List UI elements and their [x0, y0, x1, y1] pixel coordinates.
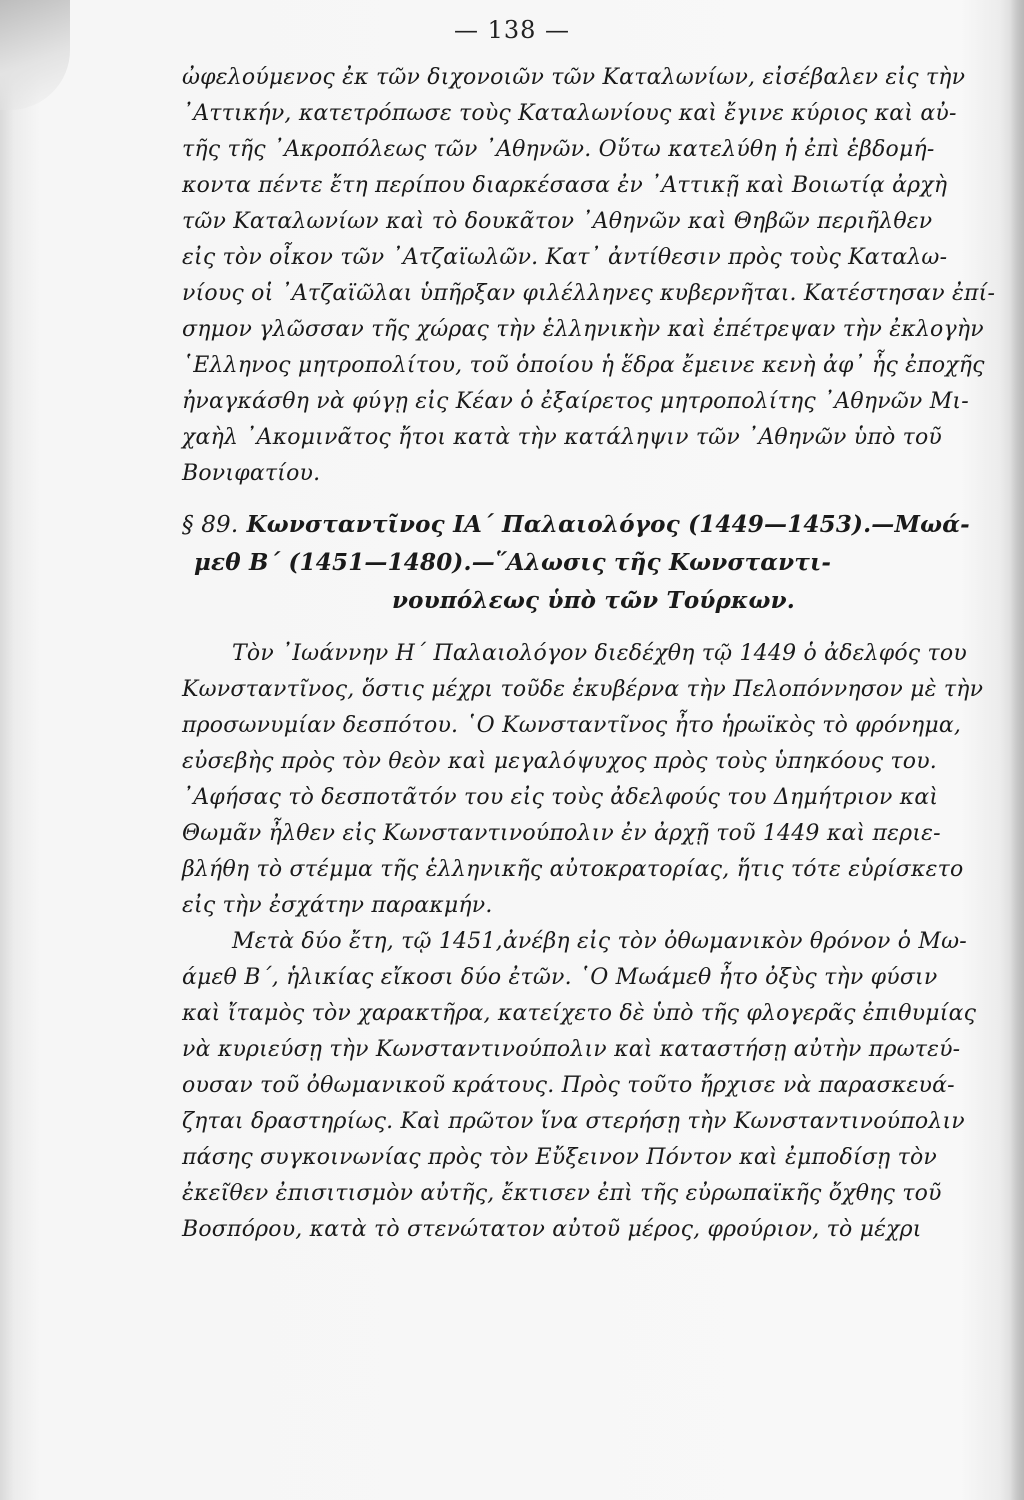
- text-line: τῆς τῆς ᾿Ακροπόλεως τῶν ᾿Αθηνῶν. Οὕτω κατελύθη ἡ ἐπὶ ἑβδομή-: [182, 137, 935, 162]
- text-line: Βονιφατίου.: [182, 461, 321, 486]
- text-line: εἰς τὴν ἐσχάτην παρακμήν.: [182, 893, 493, 918]
- text-line: ζηται δραστηρίως. Καὶ πρῶτον ἵνα στερήσῃ τὴν Κωνσταντινούπολιν: [182, 1109, 965, 1134]
- text-line: ουσαν τοῦ ὀθωμανικοῦ κράτους. Πρὸς τοῦτο ἤρχισε νὰ παρασκευά-: [182, 1073, 955, 1098]
- text-line: πάσης συγκοινωνίας πρὸς τὸν Εὔξεινον Πόντον καὶ ἐμποδίσῃ τὸν: [182, 1145, 938, 1170]
- text-line: ἐκεῖθεν ἐπισιτισμὸν αὐτῆς, ἔκτισεν ἐπὶ τῆς εὐρωπαϊκῆς ὄχθης τοῦ: [182, 1181, 942, 1206]
- text-line: ὠφελούμενος ἐκ τῶν διχονοιῶν τῶν Καταλωνίων, εἰσέβαλεν εἰς τὴν: [182, 65, 966, 90]
- text-line: Τὸν ᾿Ιωάννην Η΄ Παλαιολόγον διεδέχθη τῷ 1449 ὁ ἀδελφός του: [232, 641, 967, 666]
- page-body: [182, 60, 1000, 1248]
- text-line: ῾Ελληνος μητροπολίτου, τοῦ ὁποίου ἡ ἕδρα ἔμεινε κενὴ ἀφ᾿ ἧς ἐποχῆς: [182, 353, 985, 378]
- section-number: § 89.: [182, 512, 239, 538]
- text-line: Μετὰ δύο ἔτη, τῷ 1451,ἀνέβη εἰς τὸν ὀθωμανικὸν θρόνον ὁ Μω-: [232, 929, 967, 954]
- page-edge-shadow: [1010, 0, 1024, 1500]
- section-heading-line-2: μεθ Β΄ (1451—1480).—῞Αλωσις τῆς Κωνσταντι-: [194, 549, 832, 576]
- text-line: άμεθ Β΄, ἡλικίας εἴκοσι δύο ἐτῶν. ῾Ο Μωάμεθ ἦτο ὀξὺς τὴν φύσιν: [182, 965, 938, 990]
- text-line: εὐσεβὴς πρὸς τὸν θεὸν καὶ μεγαλόψυχος πρὸς τοὺς ὑπηκόους του.: [182, 749, 937, 774]
- section-heading-block: [182, 506, 1000, 620]
- intro-paragraph: [182, 60, 1000, 492]
- text-line: σημον γλῶσσαν τῆς χώρας τὴν ἑλληνικὴν καὶ ἐπέτρεψαν τὴν ἐκλογὴν: [182, 317, 984, 342]
- paragraph-mehmed: [182, 924, 1000, 1248]
- section-heading-line-3: νουπόλεως ὑπὸ τῶν Τούρκων.: [392, 587, 795, 614]
- text-line: Θωμᾶν ἦλθεν εἰς Κωνσταντινούπολιν ἐν ἀρχῇ τοῦ 1449 καὶ περιε-: [182, 821, 941, 846]
- text-line: νὰ κυριεύσῃ τὴν Κωνσταντινούπολιν καὶ καταστήσῃ αὐτὴν πρωτεύ-: [182, 1037, 961, 1062]
- text-line: Κωνσταντῖνος, ὅστις μέχρι τοῦδε ἐκυβέρνα τὴν Πελοπόννησον μὲ τὴν: [182, 677, 984, 702]
- text-line: Βοσπόρου, κατὰ τὸ στενώτατον αὐτοῦ μέρος, φρούριον, τὸ μέχρι: [182, 1217, 922, 1242]
- text-line: προσωνυμίαν δεσπότου. ῾Ο Κωνσταντῖνος ἦτο ἡρωϊκὸς τὸ φρόνημα,: [182, 713, 962, 738]
- text-line: τῶν Καταλωνίων καὶ τὸ δουκᾶτον ᾿Αθηνῶν καὶ Θηβῶν περιῆλθεν: [182, 209, 933, 234]
- section-title-part-1: Κωνσταντῖνος ΙΑ΄ Παλαιολόγος (1449—1453).—Μωά-: [246, 511, 970, 538]
- text-line: κοντα πέντε ἔτη περίπου διαρκέσασα ἐν ᾿Αττικῇ καὶ Βοιωτίᾳ ἀρχὴ: [182, 173, 948, 198]
- text-line: εἰς τὸν οἶκον τῶν ᾿Ατζαϊωλῶν. Κατ᾿ ἀντίθεσιν πρὸς τοὺς Καταλω-: [182, 245, 948, 270]
- section-heading-line-1: [182, 506, 1000, 544]
- paragraph-constantine: [182, 636, 1000, 924]
- text-line: χαὴλ ᾿Ακομινᾶτος ἤτοι κατὰ τὴν κατάληψιν τῶν ᾿Αθηνῶν ὑπὸ τοῦ: [182, 425, 942, 450]
- text-line: καὶ ἴταμὸς τὸν χαρακτῆρα, κατείχετο δὲ ὑπὸ τῆς φλογερᾶς ἐπιθυμίας: [182, 1001, 977, 1026]
- text-line: νίους οἱ ᾿Ατζαϊῶλαι ὑπῆρξαν φιλέλληνες κυβερνῆται. Κατέστησαν ἐπί-: [182, 281, 996, 306]
- text-line: ᾿Αττικήν, κατετρόπωσε τοὺς Καταλωνίους καὶ ἔγινε κύριος καὶ αὐ-: [182, 101, 957, 126]
- page-number: — 138 —: [453, 16, 571, 44]
- text-line: βλήθη τὸ στέμμα τῆς ἑλληνικῆς αὐτοκρατορίας, ἥτις τότε εὑρίσκετο: [182, 857, 964, 882]
- text-line: ᾿Αφήσας τὸ δεσποτᾶτόν του εἰς τοὺς ἀδελφούς του Δημήτριον καὶ: [182, 785, 939, 810]
- text-line: ἠναγκάσθη νὰ φύγῃ εἰς Κέαν ὁ ἐξαίρετος μητροπολίτης ᾿Αθηνῶν Μι-: [182, 389, 969, 414]
